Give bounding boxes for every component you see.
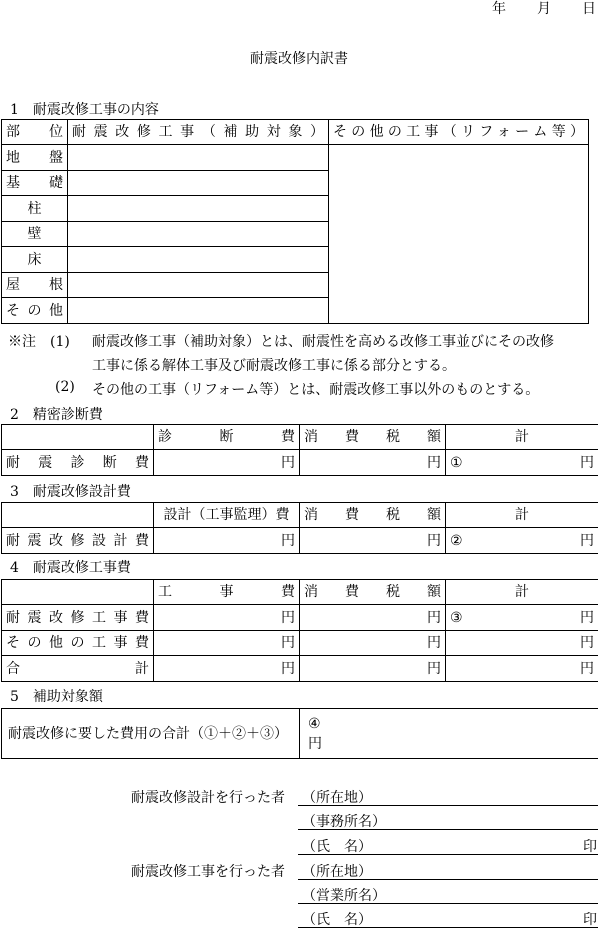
row-label-construction: 耐震改修工事費 [2, 605, 154, 631]
designer-seal-mark: 印 [583, 839, 597, 855]
design-fee-cell[interactable]: 円 [154, 528, 300, 554]
subsidy-amount-table [1, 708, 598, 759]
col-design-fee-header: 設計（工事監理）費 [154, 503, 300, 528]
col-tax-header: 消 費 税 額 [300, 503, 446, 528]
sum-tax-cell[interactable]: 円 [300, 656, 446, 682]
design-total-cell[interactable] [446, 528, 598, 554]
designer-name-label: （氏 名） [302, 839, 372, 855]
date-year-label: 年 [492, 1, 506, 17]
col-total-header: 計 [446, 425, 598, 450]
construction-total-cell[interactable] [446, 605, 598, 631]
row-label-diagnosis: 耐震診断費 [2, 450, 154, 476]
main-work-cell[interactable] [68, 273, 329, 298]
yen-unit: 円 [308, 735, 322, 752]
section4-heading: 4 耐震改修工事費 [10, 560, 131, 576]
mark-3: ③ [450, 609, 463, 626]
row-label-sum: 合 計 [2, 656, 154, 682]
col-diagnosis-fee-header: 診 断 費 [154, 425, 300, 450]
mark-2: ② [450, 532, 463, 549]
note2-prefix: (2) [55, 379, 75, 395]
contractor-business-line[interactable] [298, 903, 598, 904]
yen-unit: 円 [580, 532, 594, 549]
other-work-cell[interactable] [329, 145, 589, 324]
designer-label: 耐震改修設計を行った者 [131, 790, 285, 806]
work-content-table [1, 119, 589, 324]
contractor-name-line[interactable] [298, 927, 598, 928]
sum-fee-cell[interactable]: 円 [154, 656, 300, 682]
main-work-cell[interactable] [68, 171, 329, 196]
section5-heading: 5 補助対象額 [10, 689, 103, 705]
other-fee-cell[interactable]: 円 [154, 631, 300, 656]
construction-fee-table [1, 579, 598, 682]
designer-office-label: （事務所名） [302, 814, 386, 830]
row-label-design: 耐震改修設計費 [2, 528, 154, 554]
diagnosis-fee-table [1, 424, 598, 476]
designer-address-line[interactable] [298, 805, 598, 806]
diagnosis-total-cell[interactable] [446, 450, 598, 476]
diagnosis-tax-cell[interactable]: 円 [300, 450, 446, 476]
note1-line1: 耐震改修工事（補助対象）とは、耐震性を高める改修工事並びにその改修 [92, 334, 554, 350]
row-label-wall: 壁 [2, 222, 68, 247]
mark-4: ④ [308, 715, 321, 732]
yen-unit: 円 [580, 609, 594, 626]
note1-prefix: ※注 (1) [8, 334, 70, 350]
col-tax-header: 消 費 税 額 [300, 580, 446, 605]
date-month-label: 月 [537, 1, 551, 17]
other-total-cell[interactable]: 円 [446, 631, 598, 656]
row-label-ground: 地 盤 [2, 145, 68, 171]
designer-address-label: （所在地） [302, 790, 372, 806]
contractor-address-label: （所在地） [302, 864, 372, 880]
note2-text: その他の工事（リフォーム等）とは、耐震改修工事以外のものとする。 [92, 382, 540, 398]
section1-heading: 1 耐震改修工事の内容 [10, 102, 159, 118]
main-work-cell[interactable] [68, 145, 329, 171]
col-construction-fee-header: 工 事 費 [154, 580, 300, 605]
section2-heading: 2 精密診断費 [10, 407, 103, 423]
construction-tax-cell[interactable]: 円 [300, 605, 446, 631]
designer-office-line[interactable] [298, 829, 598, 830]
sum-total-cell[interactable]: 円 [446, 656, 598, 682]
row-label-foundation: 基 礎 [2, 171, 68, 196]
row-label-pillar: 柱 [2, 196, 68, 222]
contractor-label: 耐震改修工事を行った者 [131, 864, 285, 880]
contractor-business-label: （営業所名） [302, 888, 386, 904]
row-label-other: その他 [2, 298, 68, 324]
col-tax-header: 消 費 税 額 [300, 425, 446, 450]
construction-fee-cell[interactable]: 円 [154, 605, 300, 631]
note1-line2: 工事に係る解体工事及び耐震改修工事に係る部分とする。 [92, 358, 456, 374]
contractor-name-label: （氏 名） [302, 912, 372, 928]
main-work-cell[interactable] [68, 196, 329, 222]
yen-unit: 円 [580, 454, 594, 471]
date-day-label: 日 [582, 1, 596, 17]
col-total-header: 計 [446, 580, 598, 605]
document-title: 耐震改修内訳書 [250, 51, 348, 67]
main-work-cell[interactable] [68, 222, 329, 247]
col-total-header: 計 [446, 503, 598, 528]
col-other-work-header: その他の工事（リフォーム等） [329, 120, 589, 145]
mark-1: ① [450, 454, 463, 471]
diagnosis-fee-cell[interactable]: 円 [154, 450, 300, 476]
design-tax-cell[interactable]: 円 [300, 528, 446, 554]
main-work-cell[interactable] [68, 298, 329, 324]
row-label-other-construction: その他の工事費 [2, 631, 154, 656]
contractor-address-line[interactable] [298, 879, 598, 880]
other-tax-cell[interactable]: 円 [300, 631, 446, 656]
designer-name-line[interactable] [298, 854, 598, 855]
section3-heading: 3 耐震改修設計費 [10, 484, 131, 500]
contractor-seal-mark: 印 [583, 912, 597, 928]
col-part-header: 部 位 [2, 120, 68, 145]
col-main-work-header: 耐震改修工事（補助対象） [68, 120, 329, 145]
row-label-roof: 屋 根 [2, 273, 68, 298]
main-work-cell[interactable] [68, 247, 329, 273]
subsidy-total-cell[interactable] [300, 709, 598, 759]
design-fee-table [1, 502, 598, 554]
subsidy-total-label: 耐震改修に要した費用の合計（①＋②＋③） [2, 709, 300, 759]
row-label-floor: 床 [2, 247, 68, 273]
